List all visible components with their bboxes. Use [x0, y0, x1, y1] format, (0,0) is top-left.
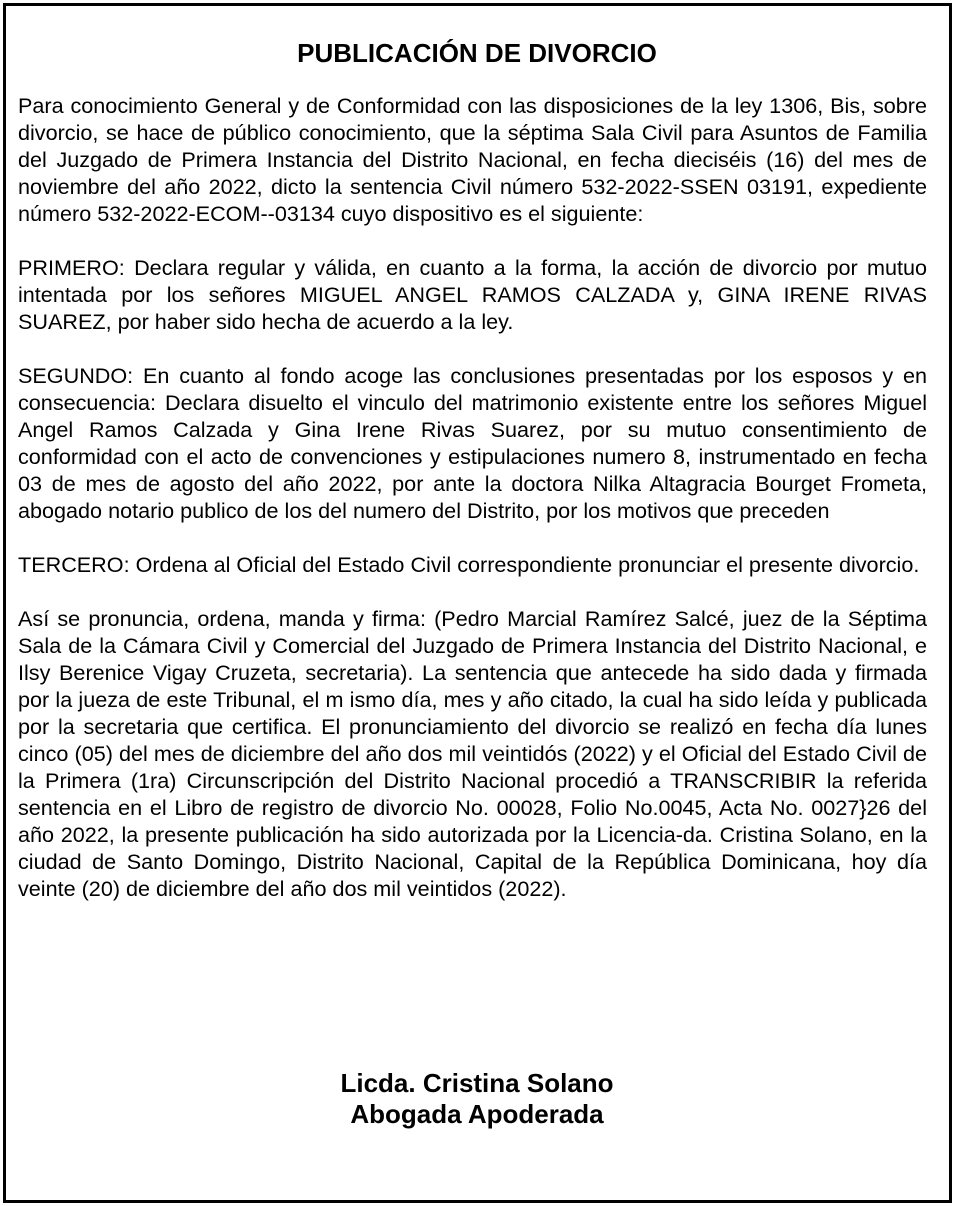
paragraph-tercero: TERCERO: Ordena al Oficial del Estado Civil correspondiente pronunciar el presente divorcio. — [18, 552, 920, 577]
signature-role: Abogada Apoderada — [350, 1099, 604, 1129]
paragraph-segundo: SEGUNDO: En cuanto al fondo acoge las conclusiones presentadas por los esposos y en consecuencia: Declara disuelto el vinculo del matrimonio existente entre los señores Miguel Angel Ramos Calzada y Gina Irene Rivas Suarez, por su mutuo consentimiento de conformidad con el acto de convenciones y estipulaciones numero 8, instrumentado en fecha 03 de mes de agosto del año 2022, por ante la doctora Nilka Altagracia Bourget Frometa, abogado notario publico de los del numero del Distrito, por los motivos que preceden — [18, 363, 927, 523]
notice-title: PUBLICACIÓN DE DIVORCIO — [297, 38, 657, 68]
signature-block — [0, 1068, 954, 1130]
paragraph-intro: Para conocimiento General y de Conformidad con las disposiciones de la ley 1306, Bis, sobre divorcio, se hace de público conocimiento, que la séptima Sala Civil para Asuntos de Familia del Juzgado de Primera Instancia del Distrito Nacional, en fecha dieciséis (16) del mes de noviembre del año 2022, dicto la sentencia Civil número 532-2022-SSEN 03191, expediente número 532-2022-ECOM--03134 cuyo dispositivo es el siguiente: — [18, 93, 927, 226]
paragraph-closing: Así se pronuncia, ordena, manda y firma: (Pedro Marcial Ramírez Salcé, juez de la Séptima Sala de la Cámara Civil y Comercial del Juzgado de Primera Instancia del Distrito Nacional, e Ilsy Berenice Vigay Cruzeta, secretaria). La sentencia que antecede ha sido dada y firmada por la jueza de este Tribunal, el m ismo día, mes y año citado, la cual ha sido leída y publicada por la secretaria que certifica. El pronunciamiento del divorcio se realizó en fecha día lunes cinco (05) del mes de diciembre del año dos mil veintidós (2022) y el Oficial del Estado Civil de la Primera (1ra) Circunscripción del Distrito Nacional procedió a TRANSCRIBIR la referida sentencia en el Libro de registro de divorcio No. 00028, Folio No.0045, Acta No. 0027}26 del año 2022, la presente publicación ha sido autorizada por la Licencia-da. Cristina Solano, en la ciudad de Santo Domingo, Distrito Nacional, Capital de la República Dominicana, hoy día veinte (20) de diciembre del año dos mil veintidos (2022). — [18, 606, 927, 901]
signature-name: Licda. Cristina Solano — [340, 1068, 614, 1098]
notice-body — [18, 92, 927, 929]
paragraph-primero: PRIMERO: Declara regular y válida, en cuanto a la forma, la acción de divorcio por mutuo intentada por los señores MIGUEL ANGEL RAMOS CALZADA y, GINA IRENE RIVAS SUAREZ, por haber sido hecha de acuerdo a la ley. — [18, 255, 927, 334]
